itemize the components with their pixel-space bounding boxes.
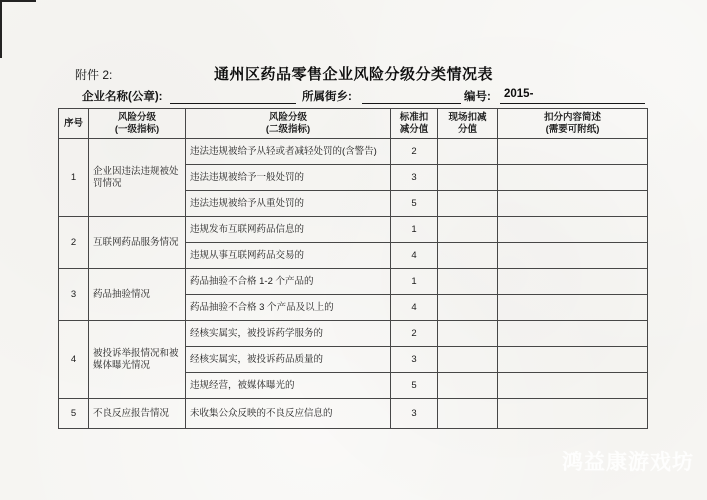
- street-label: 所属街乡:: [302, 91, 352, 103]
- table-row: [59, 217, 648, 243]
- standard-points-cell: 2: [391, 321, 438, 347]
- standard-points-cell: 2: [391, 139, 438, 165]
- indicator-cell: 经核实属实，被投诉药品质量的: [186, 347, 391, 373]
- attachment-label: 附件 2:: [75, 68, 113, 82]
- category-cell: 互联网药品服务情况: [89, 217, 186, 269]
- description-cell: [498, 243, 648, 269]
- table-row: [59, 269, 648, 295]
- onsite-points-cell: [438, 373, 498, 399]
- table-row: [59, 321, 648, 347]
- header-level2: 风险分级 (二级指标): [186, 109, 391, 139]
- standard-points-cell: 3: [391, 165, 438, 191]
- header-description: 扣分内容简述 (需要可附纸): [498, 109, 648, 139]
- scan-edge-left: [0, 0, 2, 58]
- standard-points-cell: 5: [391, 191, 438, 217]
- onsite-points-cell: [438, 399, 498, 429]
- indicator-cell: 药品抽验不合格 1-2 个产品的: [186, 269, 391, 295]
- risk-classification-table: [58, 108, 648, 429]
- standard-points-cell: 4: [391, 243, 438, 269]
- header-onsite-points: 现场扣减 分值: [438, 109, 498, 139]
- indicator-cell: 违规发布互联网药品信息的: [186, 217, 391, 243]
- description-cell: [498, 347, 648, 373]
- number-value: 2015-: [500, 88, 645, 104]
- category-cell: 不良反应报告情况: [89, 399, 186, 429]
- indicator-cell: 未收集公众反映的不良反应信息的: [186, 399, 391, 429]
- company-name-label: 企业名称(公章):: [82, 91, 163, 103]
- description-cell: [498, 295, 648, 321]
- standard-points-cell: 1: [391, 269, 438, 295]
- header-index: 序号: [59, 109, 89, 139]
- table-header-row: [59, 109, 648, 139]
- row-index: 3: [59, 269, 89, 321]
- table-row: [59, 399, 648, 429]
- page-title: 通州区药品零售企业风险分级分类情况表: [213, 66, 493, 83]
- indicator-cell: 违法违规被给予从重处罚的: [186, 191, 391, 217]
- row-index: 1: [59, 139, 89, 217]
- description-cell: [498, 139, 648, 165]
- scan-edge-top: [0, 0, 36, 2]
- standard-points-cell: 1: [391, 217, 438, 243]
- indicator-cell: 违法违规被给予一般处罚的: [186, 165, 391, 191]
- description-cell: [498, 191, 648, 217]
- row-index: 5: [59, 399, 89, 429]
- number-label: 编号:: [464, 91, 491, 103]
- indicator-cell: 药品抽验不合格 3 个产品及以上的: [186, 295, 391, 321]
- category-cell: 被投诉举报情况和被媒体曝光情况: [89, 321, 186, 399]
- onsite-points-cell: [438, 139, 498, 165]
- standard-points-cell: 3: [391, 399, 438, 429]
- header-level1: 风险分级 (一级指标): [89, 109, 186, 139]
- header-standard-points: 标准扣 减分值: [391, 109, 438, 139]
- description-cell: [498, 269, 648, 295]
- category-cell: 企业因违法违规被处罚情况: [89, 139, 186, 217]
- description-cell: [498, 321, 648, 347]
- indicator-cell: 经核实属实，被投诉药学服务的: [186, 321, 391, 347]
- row-index: 2: [59, 217, 89, 269]
- onsite-points-cell: [438, 165, 498, 191]
- company-name-blank: [170, 88, 296, 104]
- onsite-points-cell: [438, 295, 498, 321]
- street-blank: [362, 88, 461, 104]
- watermark: 鸿益康游戏坊: [562, 451, 694, 474]
- table-row: [59, 139, 648, 165]
- standard-points-cell: 3: [391, 347, 438, 373]
- description-cell: [498, 217, 648, 243]
- standard-points-cell: 4: [391, 295, 438, 321]
- onsite-points-cell: [438, 243, 498, 269]
- row-index: 4: [59, 321, 89, 399]
- onsite-points-cell: [438, 321, 498, 347]
- onsite-points-cell: [438, 347, 498, 373]
- indicator-cell: 违规从事互联网药品交易的: [186, 243, 391, 269]
- description-cell: [498, 165, 648, 191]
- description-cell: [498, 399, 648, 429]
- onsite-points-cell: [438, 191, 498, 217]
- indicator-cell: 违规经营，被媒体曝光的: [186, 373, 391, 399]
- indicator-cell: 违法违规被给予从轻或者减轻处罚的(含警告): [186, 139, 391, 165]
- description-cell: [498, 373, 648, 399]
- standard-points-cell: 5: [391, 373, 438, 399]
- category-cell: 药品抽验情况: [89, 269, 186, 321]
- onsite-points-cell: [438, 269, 498, 295]
- onsite-points-cell: [438, 217, 498, 243]
